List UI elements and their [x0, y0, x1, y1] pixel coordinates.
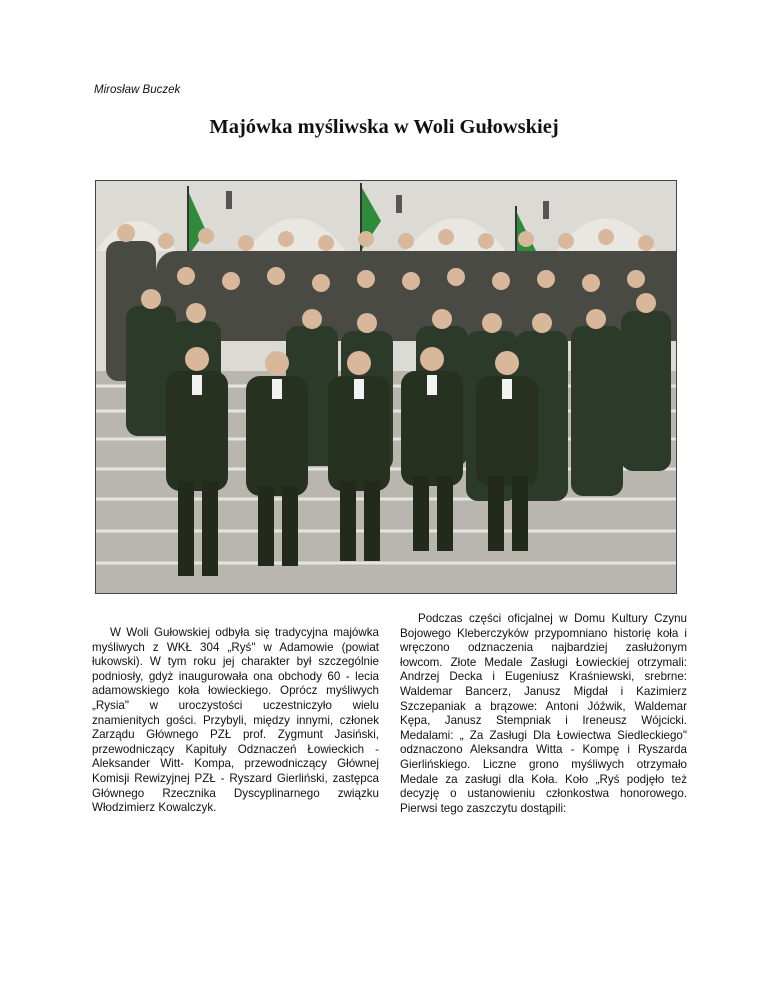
body-paragraph-left: W Woli Gułowskiej odbyła się tradycyjna majówka myśliwych z WKŁ 304 „Ryś" w Adamowie (powiat łukowski). W tym roku jej charakter był szczególnie podniosły, gdyż inaugurowała ona obchody 60 - lecia adamowskiego koła łowieckiego. Oprócz myśliwych „Rysia" w uroczystości uczestniczyło wielu znamienitych gości. Przybyli, między innymi, członek Zarządu Głównego PZŁ prof. Zygmunt Jasiński, przewodniczący Kapituły Odznaczeń Łowieckich -Aleksander Witt- Kompa, przewodniczący Głównej Komisji Rewizyjnej PZŁ - Ryszard Gierliński, zastępca Głównego Rzecznika Dyscyplinarnego związku Włodzimierz Kowalczyk.: [92, 626, 379, 815]
article-column-right: [400, 612, 687, 816]
article-title: Majówka myśliwska w Woli Gułowskiej: [209, 116, 559, 138]
author-name: Mirosław Buczek: [94, 84, 181, 96]
group-photo: [95, 180, 677, 594]
group-photo-hunters-icon: [96, 181, 676, 593]
body-paragraph-right: Podczas części oficjalnej w Domu Kultury Czynu Bojowego Kleberczyków przypomniano historię koła i wręczono odznaczenia najbardziej zasłużonym łowcom. Złote Medale Zasługi Łowieckiej otrzymali: Andrzej Decka i Eugeniusz Kraśniewski, srebrne: Waldemar Bancerz, Janusz Migdał i Kazimierz Szczepaniak a brązowe: Antoni Jóźwik, Waldemar Kępa, Janusz Stempniak i Ireneusz Wójcicki. Medalami: „ Za Zasługi Dla Łowiectwa Siedleckiego" odznaczono Aleksandra Witta - Kompę i Ryszarda Gierlińskiego. Liczne grono myśliwych otrzymało Medale za zasługi dla Koła. Koło „Ryś podjęło też decyzję o ustanowieniu członkostwa honorowego. Pierwsi tego zaszczytu dostąpili:: [400, 612, 687, 815]
article-column-left: [92, 626, 379, 816]
